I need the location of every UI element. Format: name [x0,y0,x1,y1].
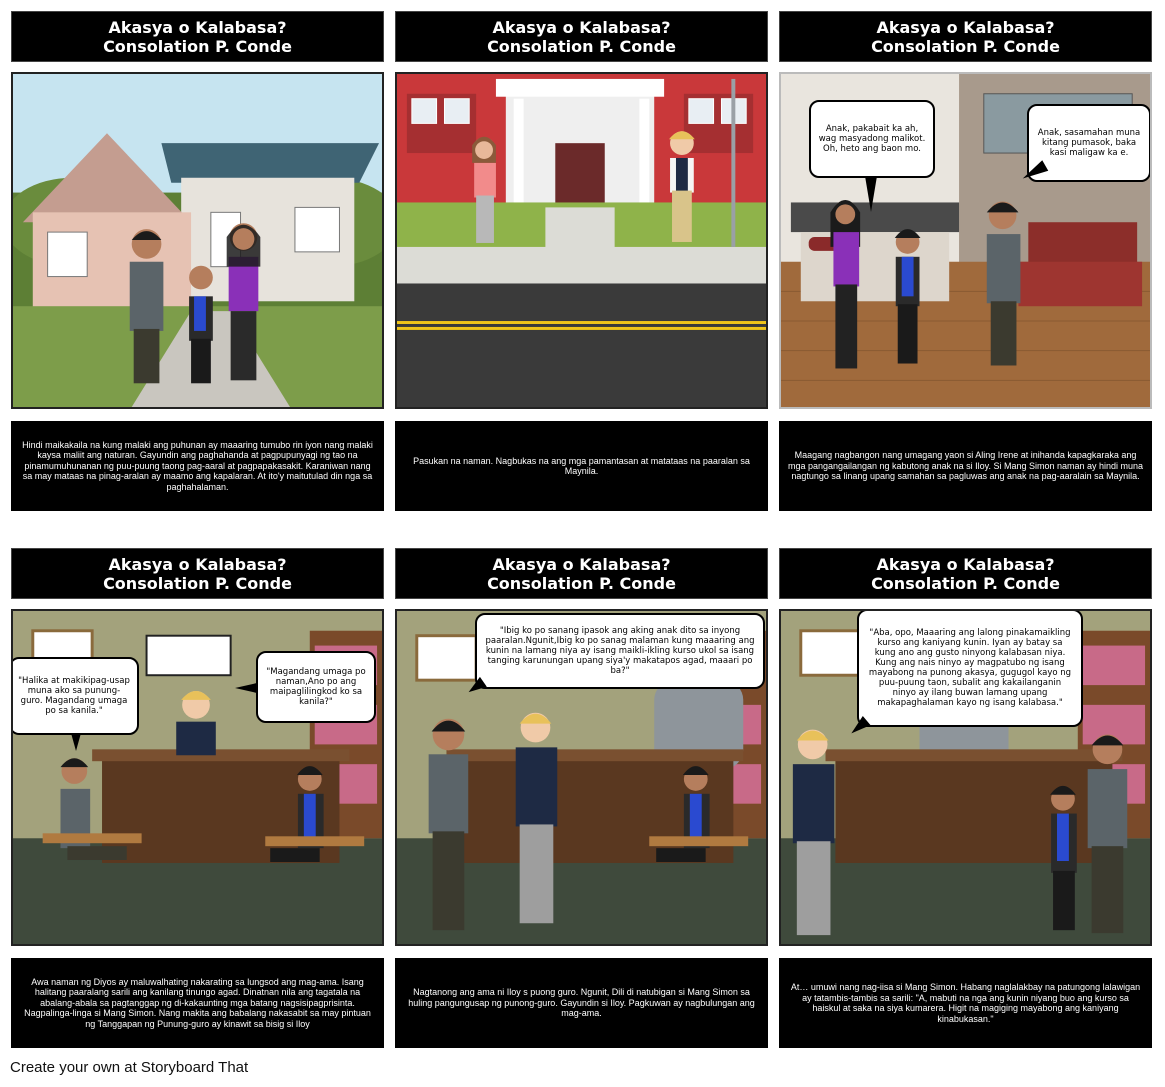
panel-title [779,11,1152,62]
speech-tail [865,176,877,212]
title-line-2: Consolation P. Conde [871,573,1060,593]
panel-caption: At… umuwi nang nag-iisa si Mang Simon. Habang naglalakbay na patungong lalawigan ay tatambis-tambis sa sarili: "A, mabuti na nga ang kunin niyang buo ang kurso sa haiskul at saka na siya kumarera. Higit na magiging mayabong ang kaniyang kinabukasan." [779,958,1152,1048]
panel-caption: Hindi maikakaila na kung malaki ang puhunan ay maaaring tumubo rin iyon nang malaki kaysa maliit ang naturan. Gayundin ang paghahanda at pagpupunyagi ng tao na pinamumuhunanan ng puu-puung taong pag-aaral at pagpapakasakit. Karaniwan nang sa may mataas na pinag-aralan ay maamo ang kapalaran. At ito'y maitutulad din nga sa paghahalaman. [11,421,384,511]
scene-office [11,609,384,946]
title-line-1: Akasya o Kalabasa? [492,554,671,574]
speech-bubble-father: "Ibig ko po sanang ipasok ang aking anak dito sa inyong paaralan.Ngunit,Ibig ko po sanag malaman kung maaaring ang kunin na lamang niya ay isang maikli-ikling kurso ukol sa isang tanging karunungan upang siya'y makatapos agad, maaari po ba?" [475,613,765,689]
title-line-2: Consolation P. Conde [487,36,676,56]
house-illustration [13,74,382,407]
title-line-1: Akasya o Kalabasa? [492,17,671,37]
title-line-2: Consolation P. Conde [871,36,1060,56]
speech-tail [235,683,257,693]
panel-caption: Pasukan na naman. Nagbukas na ang mga pamantasan at matataas na paaralan sa Maynila. [395,421,768,511]
scene-office [395,609,768,946]
footer-credit[interactable]: Create your own at Storyboard That [10,1059,249,1076]
scene-house [11,72,384,409]
title-line-2: Consolation P. Conde [103,573,292,593]
title-line-2: Consolation P. Conde [487,573,676,593]
title-line-1: Akasya o Kalabasa? [876,17,1055,37]
panel-title [11,11,384,62]
title-line-1: Akasya o Kalabasa? [876,554,1055,574]
speech-bubble-father: "Halika at makikipag-usap muna ako sa punung-guro. Magandang umaga po sa kanila." [11,657,139,735]
title-line-1: Akasya o Kalabasa? [108,554,287,574]
panel-caption: Nagtanong ang ama ni Iloy s puong guro. Ngunit, Dili di natubigan si Mang Simon sa huling pangungusap ng punong-guro. Gayundin si Iloy. Pagkuwan ay nagbulungan ang mag-ama. [395,958,768,1048]
scene-kitchen [779,72,1152,409]
speech-bubble-mother: Anak, pakabait ka ah, wag masyadong malikot. Oh, heto ang baon mo. [809,100,935,178]
panel-caption: Maagang nagbangon nang umagang yaon si Aling Irene at inihanda kapagkaraka ang mga pangangailangan ng kabutong anak na si Iloy. Si Mang Simon naman ay hindi muna nagtungo sa linang upang samahan sa pagluwas ang anak na pag-aaralain sa Maynila. [779,421,1152,511]
speech-bubble-principal: "Aba, opo, Maaaring ang lalong pinakamaikling kurso ang kaniyang kunin. Iyan ay batay sa kung ano ang gusto ninyong kalabasan niya. Kung ang nais ninyo ay magpatubo ng isang mayabong na punong akasya, gugugol kayo ng puu-puung taon, subalit ang kakailanganin ninyo ay ilang buwan lamang upang makapaghalaman kayo ng isang kalabasa." [857,609,1083,727]
speech-bubble-father: Anak, sasamahan muna kitang pumasok, baka kasi maligaw ka e. [1027,104,1151,182]
school-illustration [397,74,766,407]
speech-bubble-principal: "Magandang umaga po naman,Ano po ang maipaglilingkod ko sa kanila?" [256,651,376,723]
panel-caption: Awa naman ng Diyos ay maluwalhating nakarating sa lungsod ang mag-ama. Isang halitang paaralang sarili ang kanilang tinungo agad. Dinatnan nila ang tagatala na abalang-abala sa pagtanggap ng di-kakaunting mga batang nagsisipagprisinta. Nagpalinga-linga si Mang Simon. Nang makita ang babalang nakasabit sa may pintuan ng Tanggapan ng Punung-guro ay kinawit sa bisig si Iloy [11,958,384,1048]
scene-office [779,609,1152,946]
panel-title [395,11,768,62]
panel-title [395,548,768,599]
panel-title [11,548,384,599]
panel-title [779,548,1152,599]
title-line-2: Consolation P. Conde [103,36,292,56]
scene-school [395,72,768,409]
title-line-1: Akasya o Kalabasa? [108,17,287,37]
speech-tail [71,733,81,751]
